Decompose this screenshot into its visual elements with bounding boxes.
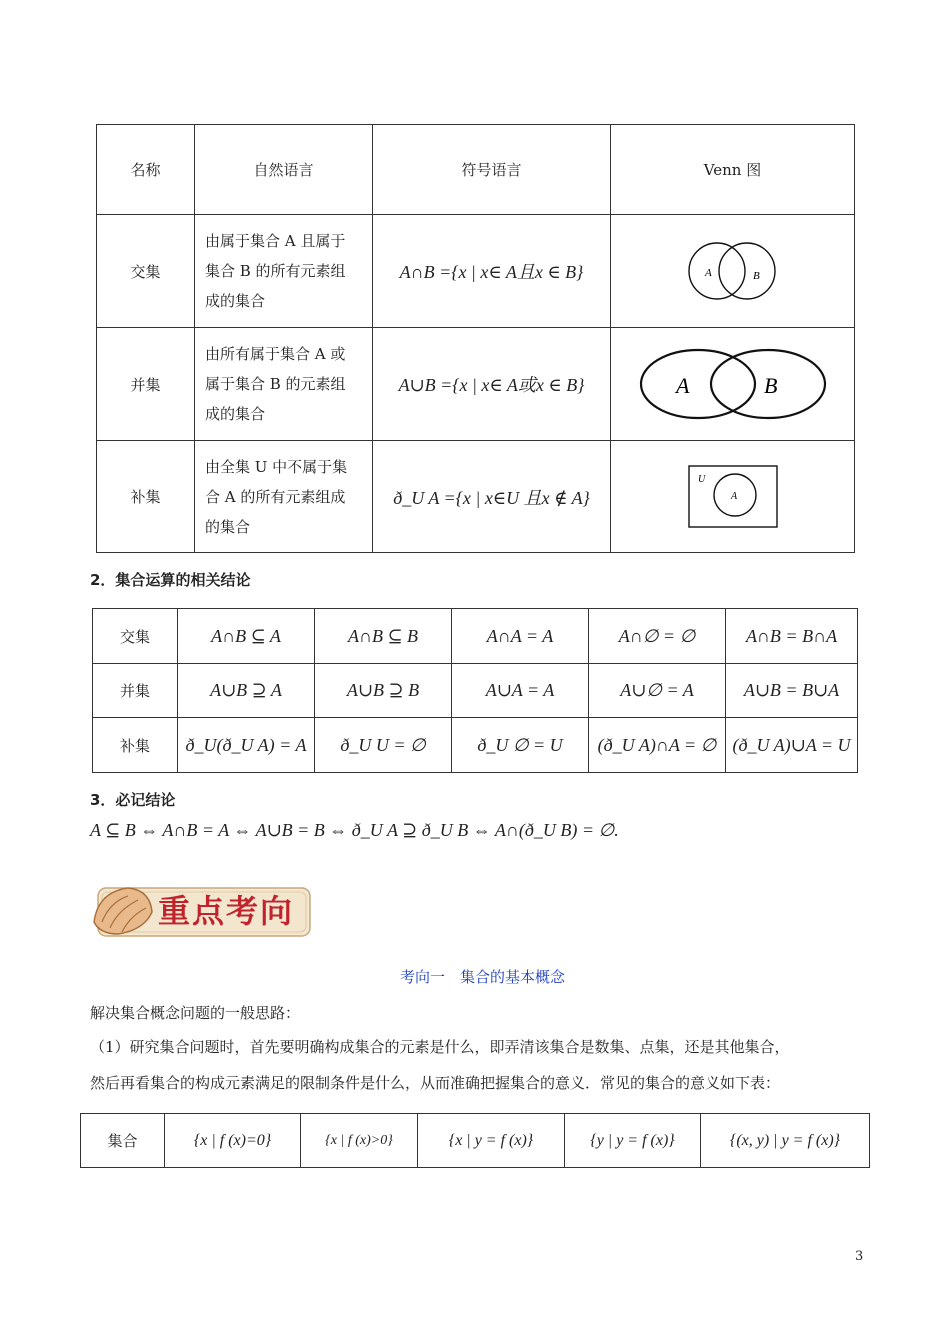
row-intersection-name: 交集 [97,215,195,328]
row-intersection-natural: 由属于集合 A 且属于 集合 B 的所有元素组 成的集合 [195,215,373,328]
conclusion-cell: ð_U U = ∅ [315,718,452,773]
row-complement-natural: 由全集 U 中不属于集 合 A 的所有元素组成 的集合 [195,441,373,553]
conclusion-cell: A∪A = A [452,664,589,718]
must-remember-formula: A ⊆ B ⇔ A∩B = A ⇔ A∪B = B ⇔ ð_U A ⊇ ð_U B ⇔ A∩(ð_U B) = ∅. [90,820,619,840]
row-union-venn [611,328,855,441]
conclusion-cell: A∩∅ = ∅ [589,609,726,664]
conclusion-row-name: 并集 [93,664,178,718]
conclusion-cell: A∩B ⊆ B [315,609,452,664]
header-name: 名称 [97,125,195,215]
set-operations-table [96,124,855,553]
paragraph: 然后再看集合的构成元素满足的限制条件是什么，从而准确把握集合的意义．常见的集合的意义如下表： [90,1074,781,1092]
focus-banner [88,878,314,942]
subsection-title: 考向一 集合的基本概念 [400,968,566,986]
venn-label-b: B [752,270,760,282]
intersection-venn-diagram [683,236,783,306]
row-complement-venn [611,441,855,553]
conclusion-cell: A∪B ⊇ B [315,664,452,718]
section-2-title: 2．集合运算的相关结论 [90,571,251,589]
section-3-title: 3．必记结论 [90,791,176,809]
set-meaning-cell: {x | f (x)=0} [165,1114,301,1168]
conclusion-cell: A∪∅ = A [589,664,726,718]
union-venn-diagram [638,346,828,422]
venn-label-u: U [697,473,705,485]
row-intersection-symbolic: A∩B ={x | x∈ A且x ∈ B} [373,215,611,328]
conclusion-cell: A∪B ⊇ A [178,664,315,718]
set-meaning-cell: {x | f (x)>0} [301,1114,418,1168]
header-natural: 自然语言 [195,125,373,215]
complement-venn-diagram [687,464,779,530]
page-number: 3 [855,1249,864,1264]
banner-title: 重点考向 [158,892,295,930]
venn-label-b: B [763,373,777,398]
conclusion-cell: A∩B = B∩A [726,609,858,664]
set-meaning-cell: {y | y = f (x)} [565,1114,701,1168]
row-complement-name: 补集 [97,441,195,553]
set-meaning-cell: {x | y = f (x)} [418,1114,565,1168]
conclusion-row-name: 交集 [93,609,178,664]
header-symbolic: 符号语言 [373,125,611,215]
row-union-symbolic: A∪B ={x | x∈ A或x ∈ B} [373,328,611,441]
set-meaning-cell: {(x, y) | y = f (x)} [701,1114,870,1168]
header-venn: Venn 图 [611,125,855,215]
row-union-natural: 由所有属于集合 A 或 属于集合 B 的元素组 成的集合 [195,328,373,441]
venn-label-a: A [730,490,737,502]
seashell-icon [88,878,158,942]
set-meaning-table [80,1113,870,1168]
set-meaning-header: 集合 [81,1114,165,1168]
conclusion-cell: (ð_U A)∩A = ∅ [589,718,726,773]
conclusion-cell: ð_U(ð_U A) = A [178,718,315,773]
venn-label-a: A [704,267,712,279]
row-intersection-venn [611,215,855,328]
conclusion-cell: ð_U ∅ = U [452,718,589,773]
venn-label-a: A [675,373,689,398]
conclusion-row-name: 补集 [93,718,178,773]
conclusion-cell: A∪B = B∪A [726,664,858,718]
conclusion-cell: A∩A = A [452,609,589,664]
paragraph: （1）研究集合问题时，首先要明确构成集合的元素是什么，即弄清该集合是数集、点集，还是其他集合， [90,1038,790,1056]
conclusion-cell: A∩B ⊆ A [178,609,315,664]
paragraph: 解决集合概念问题的一般思路： [90,1004,301,1022]
conclusions-table [92,608,858,773]
conclusion-cell: (ð_U A)∪A = U [726,718,858,773]
row-complement-symbolic: ð_U A ={x | x∈U 且x ∉ A} [373,441,611,553]
row-union-name: 并集 [97,328,195,441]
